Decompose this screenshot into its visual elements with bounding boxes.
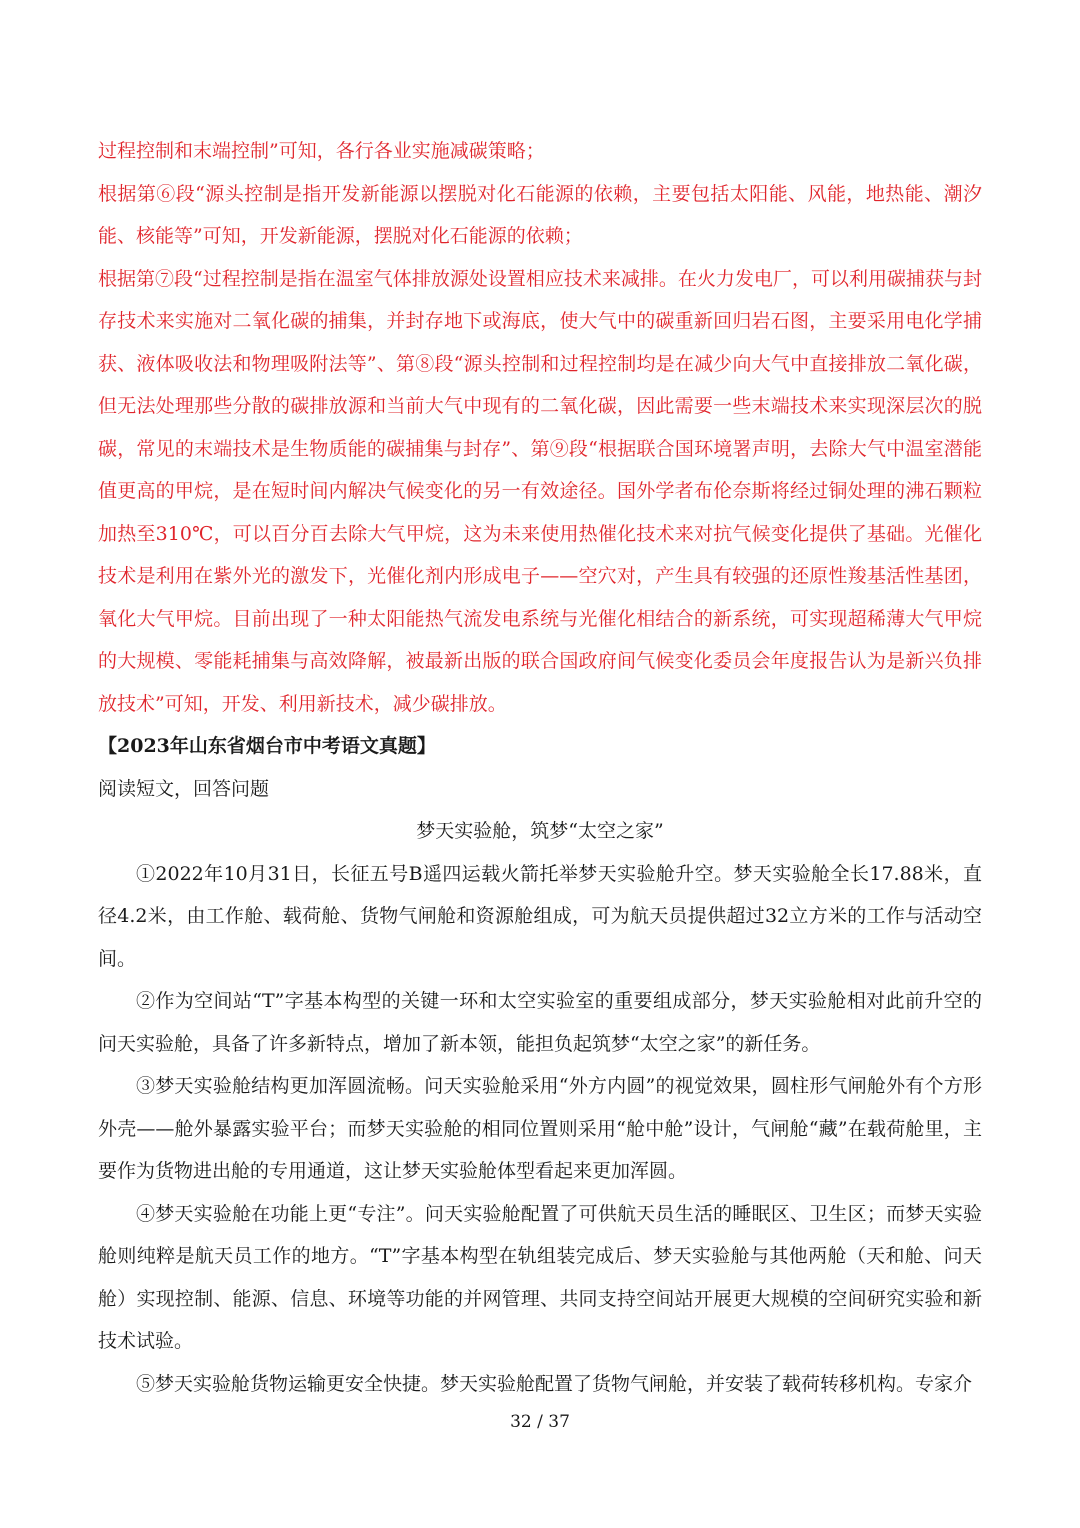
article-title: 梦天实验舱，筑梦“太空之家” [416, 820, 664, 842]
answer-paragraph: 根据第⑥段“源头控制是指开发新能源以摆脱对化石能源的依赖，主要包括太阳能、风能，地热能、潮汐能、核能等”可知，开发新能源，摆脱对化石能源的依赖； [98, 182, 982, 247]
article-paragraph: ④梦天实验舱在功能上更“专注”。问天实验舱配置了可供航天员生活的睡眠区、卫生区；而梦天实验舱则纯粹是航天员工作的地方。“T”字基本构型在轨组装完成后、梦天实验舱与其他两舱（天和舱、问天舱）实现控制、能源、信息、环境等功能的并网管理、共同支持空间站开展更大规模的空间研究实验和新技术试验。 [98, 1202, 982, 1352]
article-paragraph: ①2022年10月31日，长征五号B遥四运载火箭托举梦天实验舱升空。梦天实验舱全长17.88米，直径4.2米，由工作舱、载荷舱、货物气闸舱和资源舱组成，可为航天员提供超过32立方米的工作与活动空间。 [98, 862, 982, 970]
page-content [98, 130, 982, 1405]
answer-paragraph: 过程控制和末端控制”可知，各行各业实施减碳策略； [98, 140, 545, 162]
article-paragraph: ②作为空间站“T”字基本构型的关键一环和太空实验室的重要组成部分，梦天实验舱相对此前升空的问天实验舱，具备了许多新特点，增加了新本领，能担负起筑梦“太空之家”的新任务。 [98, 990, 982, 1055]
article-paragraph: ⑤梦天实验舱货物运输更安全快捷。梦天实验舱配置了货物气闸舱，并安装了载荷转移机构。专家介 [136, 1372, 973, 1395]
answer-paragraph: 根据第⑦段“过程控制是指在温室气体排放源处设置相应技术来减排。在火力发电厂，可以利用碳捕获与封存技术来实施对二氧化碳的捕集，并封存地下或海底，使大气中的碳重新回归岩石图，主要采用电化学捕获、液体吸收法和物理吸附法等”、第⑧段“源头控制和过程控制均是在减少向大气中直接排放二氧化碳，但无法处理那些分散的碳排放源和当前大气中现有的二氧化碳，因此需要一些末端技术来实现深层次的脱碳，常见的末端技术是生物质能的碳捕集与封存”、第⑨段“根据联合国环境署声明，去除大气中温室潜能值更高的甲烷，是在短时间内解决气候变化的另一有效途径。国外学者布伦奈斯将经过铜处理的沸石颗粒加热至310℃，可以百分百去除大气甲烷，这为未来使用热催化技术来对抗气候变化提供了基础。光催化技术是利用在紫外光的激发下，光催化剂内形成电子——空穴对，产生具有较强的还原性羧基活性基团，氧化大气甲烷。目前出现了一种太阳能热气流发电系统与光催化相结合的新系统，可实现超稀薄大气甲烷的大规模、零能耗捕集与高效降解，被最新出版的联合国政府间气候变化委员会年度报告认为是新兴负排放技术”可知，开发、利用新技术，减少碳排放。 [98, 267, 982, 715]
page-number: 32 / 37 [510, 1412, 570, 1432]
article-paragraph: ③梦天实验舱结构更加浑圆流畅。问天实验舱采用“外方内圆”的视觉效果，圆柱形气闸舱外有个方形外壳——舱外暴露实验平台；而梦天实验舱的相同位置则采用“舱中舱”设计，气闸舱“藏”在载荷舱里，主要作为货物进出舱的专用通道，这让梦天实验舱体型看起来更加浑圆。 [98, 1075, 982, 1182]
exam-heading: 【2023年山东省烟台市中考语文真题】 [98, 735, 436, 757]
instruction: 阅读短文，回答问题 [98, 777, 270, 800]
